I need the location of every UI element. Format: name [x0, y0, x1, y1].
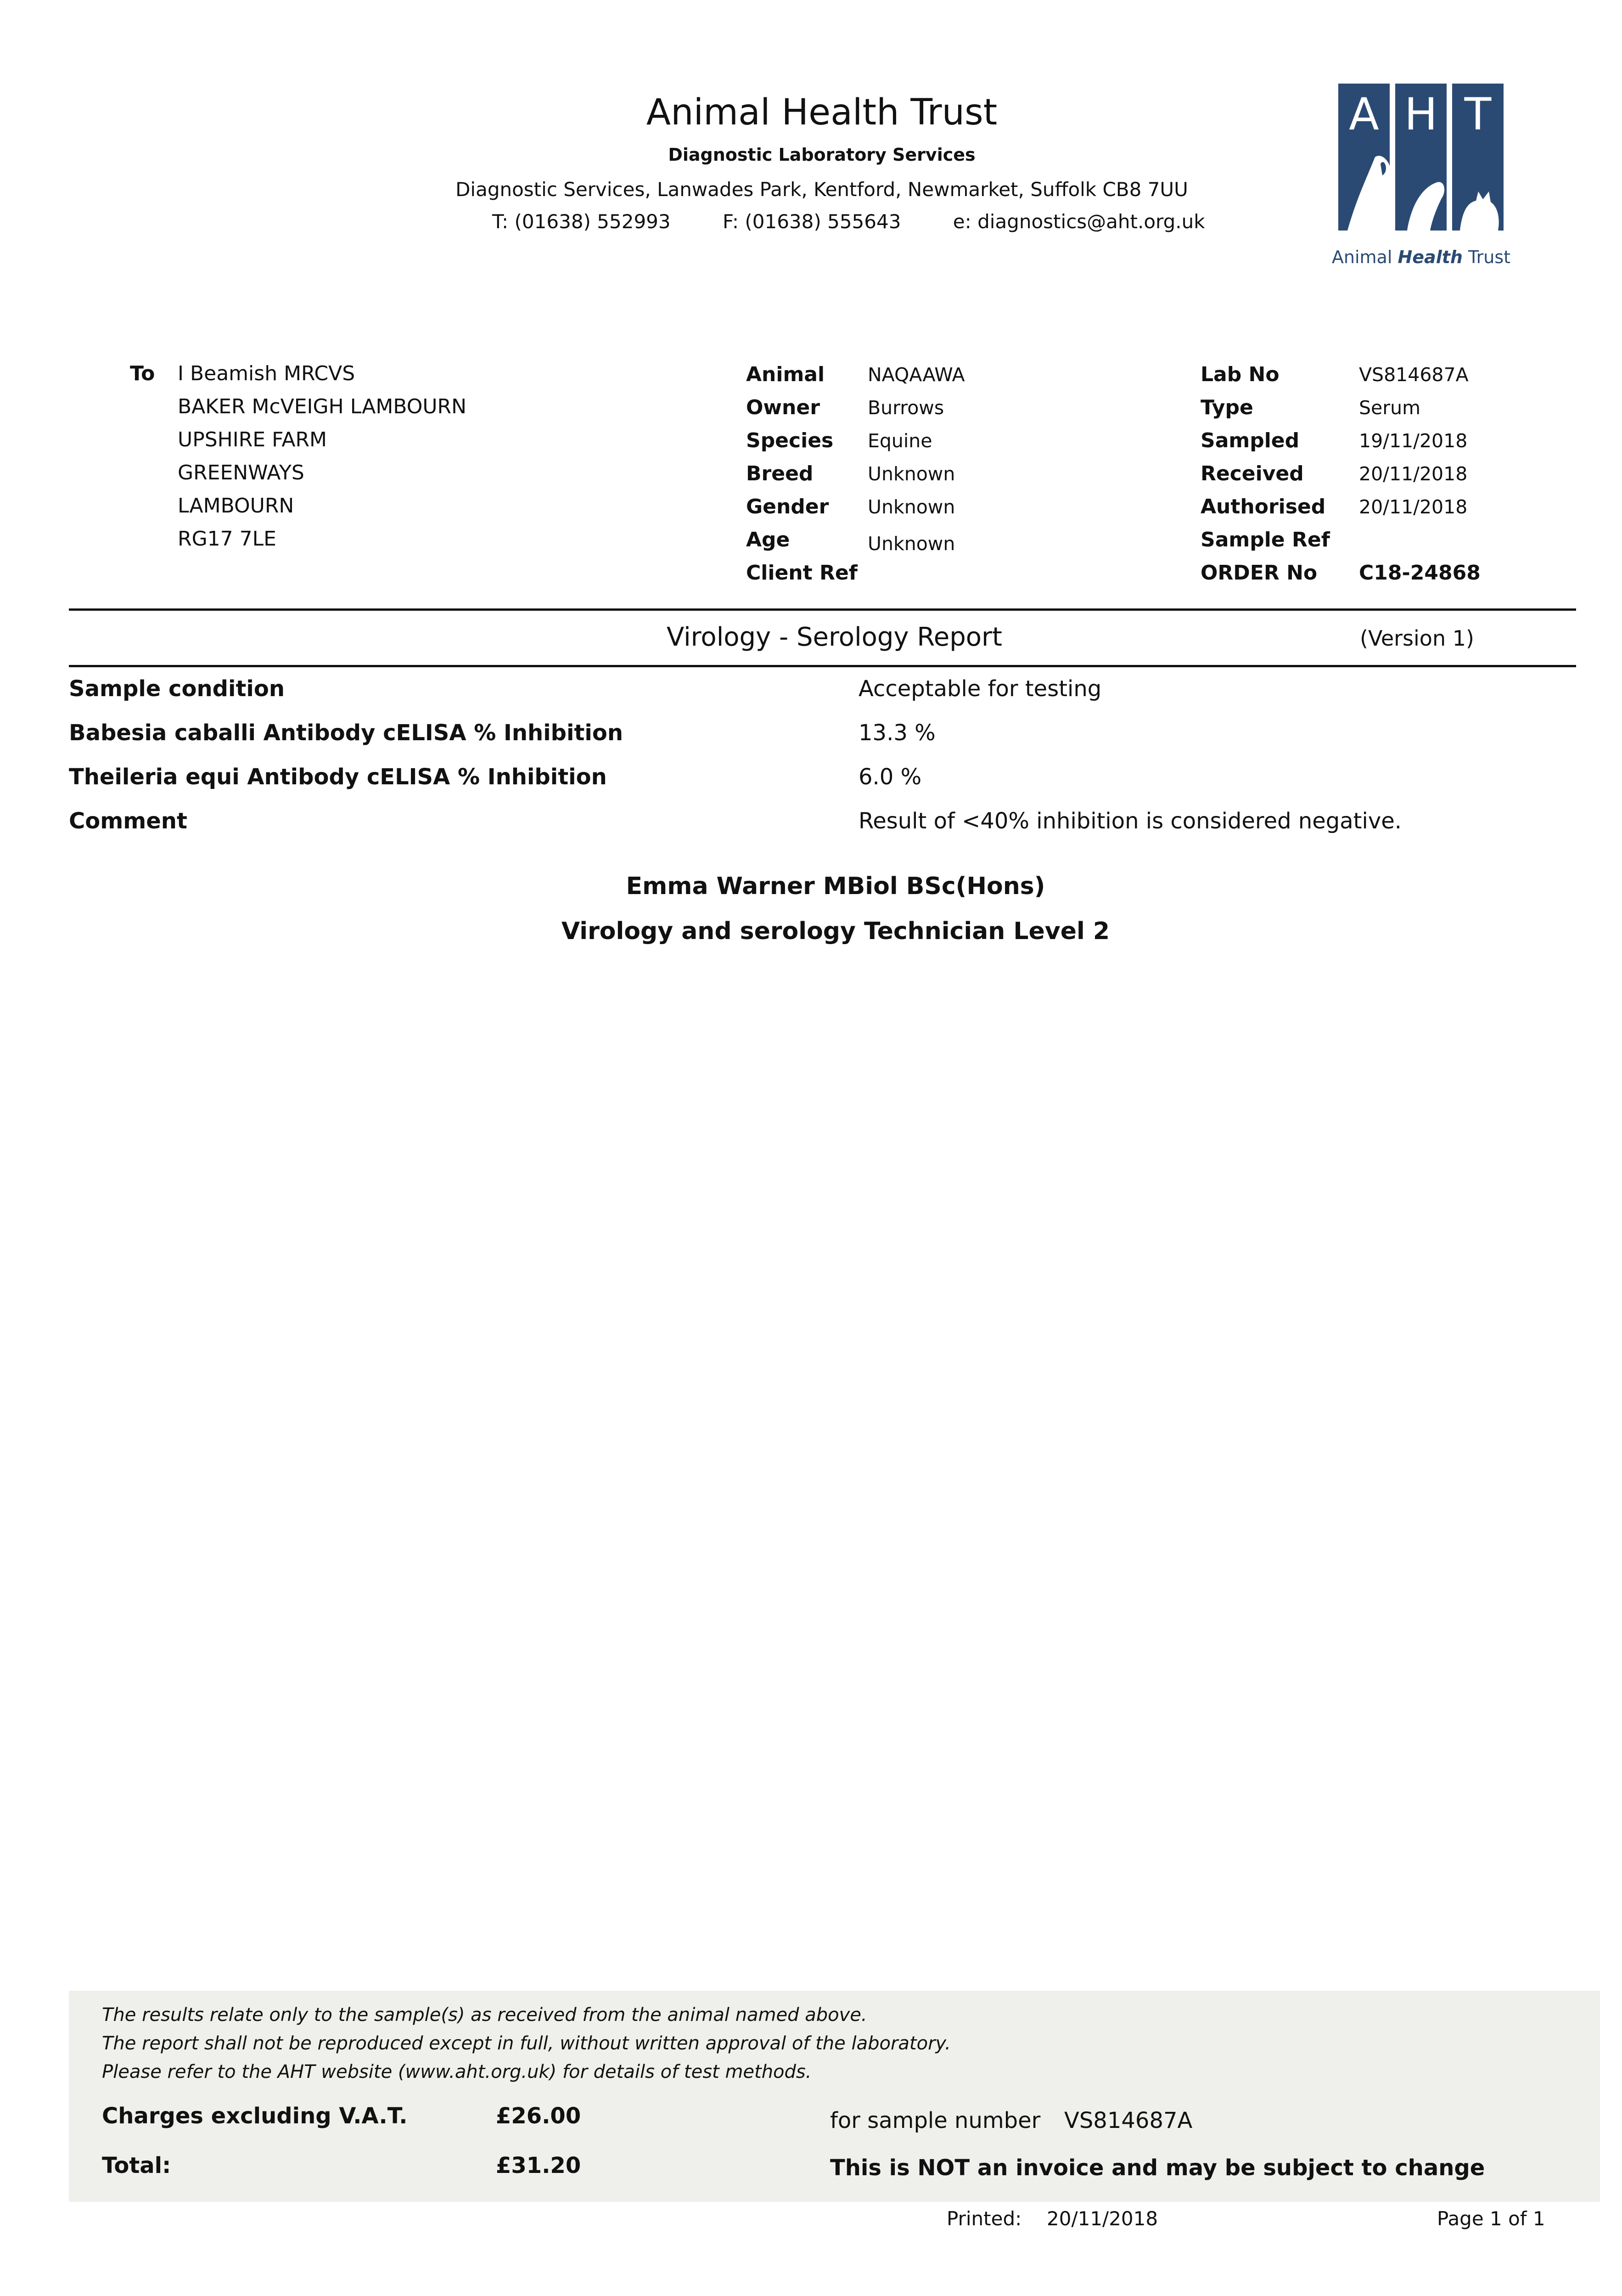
invoice-note: This is NOT an invoice and may be subject to change [830, 2155, 1485, 2181]
address-line: GREENWAYS [178, 461, 304, 484]
result-label: Sample condition [69, 676, 285, 702]
email: e: diagnostics@aht.org.uk [953, 210, 1205, 233]
recipient-address [178, 362, 466, 560]
aht-logo-letters: A [1349, 89, 1379, 140]
charges-label: Charges excluding V.A.T. [102, 2103, 408, 2129]
footer-note: The results relate only to the sample(s) as received from the animal named above. [102, 2004, 867, 2026]
printed-label: Printed: [947, 2207, 1022, 2230]
breed-row: Breed Unknown [746, 462, 955, 485]
org-address: Diagnostic Services, Lanwades Park, Kentford, Newmarket, Suffolk CB8 7UU [455, 178, 1188, 201]
order-no-row: ORDER No C18-24868 [1201, 561, 1481, 585]
sample-number: VS814687A [1064, 2108, 1193, 2133]
authorised-row: Authorised 20/11/2018 [1201, 495, 1468, 518]
bottom-divider [69, 665, 1576, 667]
sample-number-label: for sample number [830, 2108, 1041, 2133]
svg-text:T: T [1464, 89, 1492, 140]
sample-ref-row: Sample Ref [1201, 528, 1330, 551]
total-label: Total: [102, 2153, 171, 2178]
address-line: I Beamish MRCVS [178, 362, 355, 385]
animal-row: Animal NAQAAWA [746, 363, 965, 386]
footer-note: Please refer to the AHT website (www.aht.org.uk) for details of test methods. [102, 2061, 812, 2082]
org-subtitle: Diagnostic Laboratory Services [668, 145, 976, 165]
report-version: (Version 1) [1360, 626, 1474, 651]
lab-info [1201, 363, 1481, 594]
to-label: To [130, 362, 155, 385]
species-row: Species Equine [746, 429, 932, 452]
address-line: BAKER McVEIGH LAMBOURN [178, 395, 467, 418]
lab-no-row: Lab No VS814687A [1201, 363, 1469, 386]
result-value: Acceptable for testing [859, 676, 1102, 702]
type-row: Type Serum [1201, 396, 1421, 419]
address-line: RG17 7LE [178, 527, 276, 551]
result-value: 6.0 % [859, 764, 922, 790]
received-row: Received 20/11/2018 [1201, 462, 1468, 485]
result-value: Result of <40% inhibition is considered negative. [859, 808, 1402, 834]
gender-row: Gender Unknown [746, 495, 955, 518]
result-label: Babesia caballi Antibody cELISA % Inhibition [69, 720, 623, 746]
footer-note: The report shall not be reproduced except in full, without written approval of the laboratory. [102, 2033, 951, 2054]
address-line: UPSHIRE FARM [178, 428, 327, 451]
fax: F: (01638) 555643 [722, 210, 901, 233]
result-label: Comment [69, 808, 187, 834]
total-value: £31.20 [496, 2153, 581, 2178]
phone: T: (01638) 552993 [492, 210, 671, 233]
animal-info [746, 363, 965, 594]
address-line: LAMBOURN [178, 494, 294, 518]
signer-role: Virology and serology Technician Level 2 [561, 917, 1110, 945]
svg-text:H: H [1404, 89, 1438, 140]
sampled-row: Sampled 19/11/2018 [1201, 429, 1468, 452]
top-divider [69, 608, 1576, 611]
result-label: Theileria equi Antibody cELISA % Inhibition [69, 764, 607, 790]
aht-logo-text: Animal Health Trust [1331, 247, 1511, 267]
signer-name: Emma Warner MBiol BSc(Hons) [626, 872, 1045, 900]
page-number: Page 1 of 1 [1437, 2207, 1545, 2230]
org-title: Animal Health Trust [646, 92, 998, 133]
owner-row: Owner Burrows [746, 396, 944, 419]
report-title: Virology - Serology Report [667, 622, 1003, 652]
age-row: Age Unknown [746, 528, 955, 555]
org-contact [492, 210, 1205, 233]
result-value: 13.3 % [859, 720, 936, 746]
aht-logo-mark [1338, 84, 1504, 235]
printed-date: 20/11/2018 [1047, 2207, 1158, 2230]
charges-value: £26.00 [496, 2103, 581, 2129]
client-ref-row: Client Ref [746, 561, 858, 585]
